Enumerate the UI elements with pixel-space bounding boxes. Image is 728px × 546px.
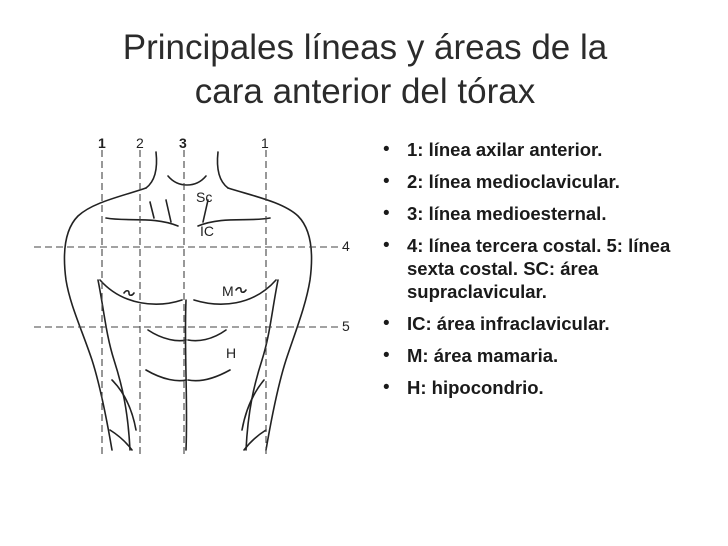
label-area-m: M [222,283,234,299]
nipple-right [236,288,246,293]
title-line-1: Principales líneas y áreas de la [122,28,608,67]
label-line-3: 3 [179,135,187,151]
title-line-2: cara anterior del tórax [194,72,536,111]
shoulder-right [228,188,312,450]
thorax-drawing [28,130,364,470]
neck-left [146,152,157,188]
label-line-1-right: 1 [261,135,269,151]
nipple-left [124,291,134,296]
label-line-2: 2 [136,135,144,151]
label-line-1-left: 1 [98,135,106,151]
pectoral-left [100,280,182,304]
label-line-4: 4 [342,238,350,254]
list-item: • H: hipocondrio. [380,376,700,399]
list-item: • IC: área infraclavicular. [380,312,700,335]
neck-right [217,152,228,188]
pectoral-right [194,280,276,304]
list-item: • 3: línea medioesternal. [380,202,700,225]
list-item: • 4: línea tercera costal. 5: línea sexta costal. SC: área supraclavicular. [380,234,700,303]
label-area-sc: Sc [196,189,213,205]
list-item: • 1: línea axilar anterior. [380,138,700,161]
definitions-list [380,138,700,408]
label-area-h: H [226,345,237,361]
torso-right [246,280,278,450]
throat [168,176,206,185]
label-area-ic: IC [200,223,214,239]
list-item: • 2: línea medioclavicular. [380,170,700,193]
label-line-5: 5 [342,318,350,334]
torso-left [98,280,130,450]
list-item: • M: área mamaria. [380,344,700,367]
clavicle-left [106,218,178,226]
thorax-diagram [28,130,364,470]
slide-title [40,26,690,114]
linea-alba [185,300,186,450]
